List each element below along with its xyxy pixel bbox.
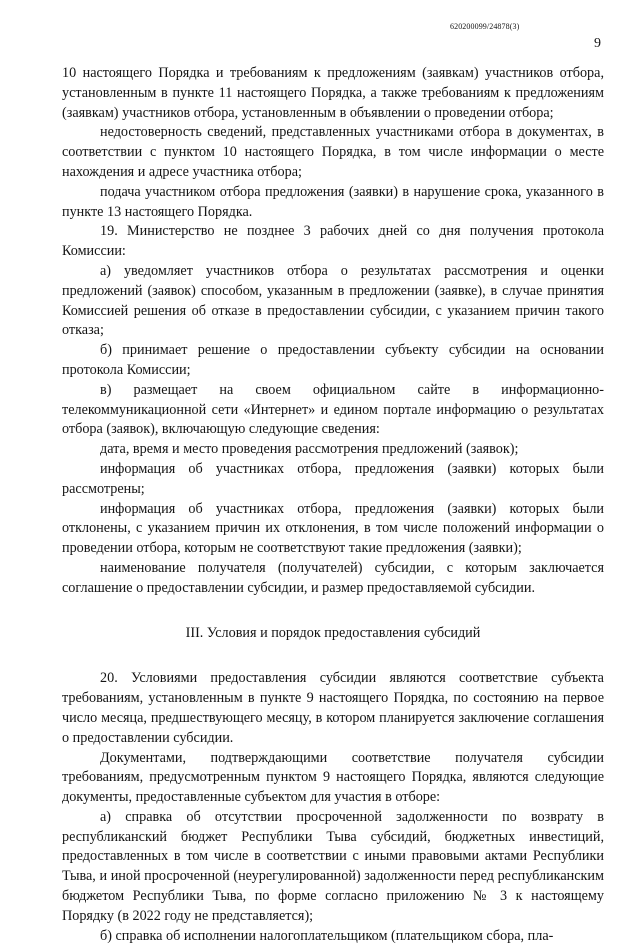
document-code: 620200099/24878(3) <box>450 22 520 31</box>
paragraph: а) уведомляет участников отбора о результатах рассмотрения и оценки предложений (заявок) способом, указанным в предложении (заявке), в случае принятия Комиссией решения об отказе в предоставлении субсидии, с указанием причин такого отказа; <box>62 262 604 339</box>
paragraph: информация об участниках отбора, предложения (заявки) которых были отклонены, с указанием причин их отклонения, в том числе положений информации о проведении отбора, которым не соответствуют такие предложения (заявки); <box>62 500 604 557</box>
paragraph: информация об участниках отбора, предложения (заявки) которых были рассмотрены; <box>62 460 604 497</box>
paragraph: дата, время и место проведения рассмотрения предложений (заявок); <box>100 441 519 458</box>
paragraph: 10 настоящего Порядка и требованиям к предложениям (заявкам) участников отбора, установленным в пункте 11 настоящего Порядка, а также требованиям к предложениям (заявкам) участников отбора, установленным в объявлении о проведении отбора; <box>62 65 604 121</box>
paragraph: недостоверность сведений, представленных участниками отбора в документах, в соответствии с пунктом 10 настоящего Порядка, в том числе информации о месте нахождения и адресе участника отбора; <box>62 124 604 180</box>
page-number: 9 <box>594 36 601 51</box>
paragraph: а) справка об отсутствии просроченной задолженности по возврату в республиканский бюджет Республики Тыва субсидий, бюджетных инвестиций, предоставленных в том числе в соответствии с иными правовыми актами Республики Тыва, и иной просроченной (неурегулированной) задолженности перед республиканским бюджетом Республики Тыва, по форме согласно приложению № 3 к настоящему Порядку (в 2022 году не представляется); <box>62 808 604 924</box>
section-heading: III. Условия и порядок предоставления субсидий <box>185 624 481 641</box>
paragraph: в) размещает на своем официальном сайте в информационно-телекоммуникационной сети «Интернет» и едином портале информацию о результатах отбора (заявок), включающую следующие сведения: <box>62 381 604 438</box>
paragraph: 19. Министерство не позднее 3 рабочих дней со дня получения протокола Комиссии: <box>62 223 604 260</box>
paragraph: Документами, подтверждающими соответствие получателя субсидии требованиям, предусмотренным пунктом 9 настоящего Порядка, являются следующие документы, предоставленные субъектом для участия в отборе: <box>62 749 604 806</box>
paragraph: наименование получателя (получателей) субсидии, с которым заключается соглашение о предоставлении субсидии, и размер предоставляемой субсидии. <box>62 559 604 596</box>
paragraph: б) справка об исполнении налогоплательщиком (плательщиком сбора, пла- <box>100 927 554 944</box>
paragraph: б) принимает решение о предоставлении субъекту субсидии на основании протокола Комиссии; <box>62 342 604 378</box>
document-body <box>62 64 604 946</box>
paragraph: 20. Условиями предоставления субсидии являются соответствие субъекта требованиям, установленным в пункте 9 настоящего Порядка, по состоянию на первое число месяца, предшествующего месяцу, в котором планируется заключение соглашения о предоставлении субсидии. <box>62 670 604 746</box>
paragraph: подача участником отбора предложения (заявки) в нарушение срока, указанного в пункте 13 настоящего Порядка. <box>62 183 604 220</box>
